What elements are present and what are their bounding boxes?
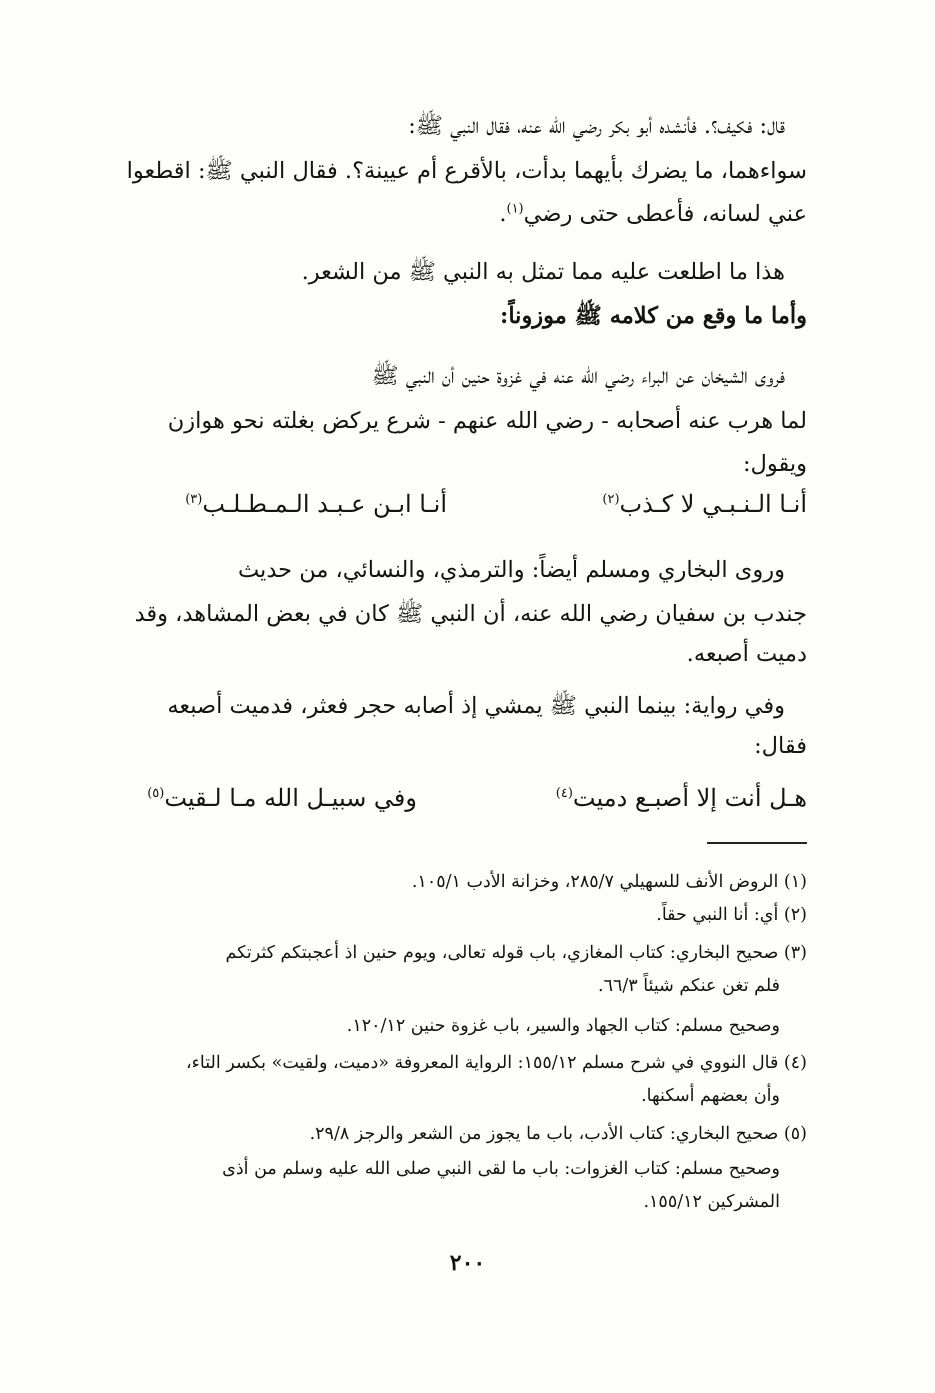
footnote: (٢) أي: أنا النبي حقاً. — [656, 905, 807, 925]
text-line: عني لسانه، فأعطى حتى رضي$^{(١)}$. — [499, 201, 807, 227]
poetry-verse — [122, 490, 807, 530]
footnote: (٣) صحيح البخاري: كتاب المغازي، باب قوله تعالى، ويوم حنين اذ أعجبتكم كثرتكم — [225, 943, 807, 963]
footnote-ref: (٤) — [555, 786, 573, 801]
verse-hemistich: أنـا الـنـبـي لا كـذب$^{(٢)}$ — [602, 490, 807, 518]
footnote: (١) الروض الأنف للسهيلي ٢٨٥/٧، وخزانة الأدب ١٠٥/١. — [411, 872, 807, 892]
footnote-divider — [707, 842, 807, 844]
footnote-continuation: وصحيح مسلم: كتاب الجهاد والسير، باب غزوة حنين ١٢٠/١٢. — [346, 1016, 780, 1036]
verse-hemistich: أنـا ابـن عـبـد الـمـطـلـب$^{(٣)}$ — [185, 490, 447, 518]
text-line: هذا ما اطلعت عليه مما تمثل به النبي ﷺ من الشعر. — [301, 259, 785, 285]
footnote-ref: (٥) — [147, 786, 165, 801]
text-line: فقال: — [754, 733, 807, 759]
poetry-verse — [122, 784, 807, 824]
footnote-continuation: وصحيح مسلم: كتاب الغزوات: باب ما لقى النبي صلى الله عليه وسلم من أذى — [222, 1159, 780, 1179]
footnote-continuation: وأن بعضهم أسكنها. — [641, 1086, 780, 1106]
section-heading: وأما ما وقع من كلامه ﷺ موزوناً: — [500, 303, 807, 329]
footnote-ref: (١) — [506, 201, 524, 217]
text-line: جندب بن سفيان رضي الله عنه، أن النبي ﷺ كان في بعض المشاهد، وقد — [134, 601, 807, 627]
footnote: (٤) قال النووي في شرح مسلم ١٥٥/١٢: الرواية المعروفة «دميت، ولقيت» بكسر التاء، — [186, 1053, 807, 1073]
footnote-ref: (٣) — [185, 492, 203, 507]
footnote: (٥) صحيح البخاري: كتاب الأدب، باب ما يجوز من الشعر والرجز ٢٩/٨. — [309, 1124, 807, 1144]
text-line: سواءهما، ما يضرك بأيهما بدأت، بالأقرع أم عيينة؟. فقال النبي ﷺ: اقطعوا — [126, 158, 807, 184]
footnote-continuation: فلم تغن عنكم شيئاً ٦٦/٣. — [598, 976, 780, 996]
verse-hemistich: هـل أنت إلا أصبـع دميت$^{(٤)}$ — [555, 784, 807, 812]
text-line: فروى الشيخان عن البراء رضي الله عنه في غزوة حنين أن النبي ﷺ — [371, 363, 785, 389]
footnote-ref: (٢) — [602, 492, 620, 507]
text-line: دميت أصبعه. — [686, 641, 807, 667]
text-line: لما هرب عنه أصحابه - رضي الله عنهم - شرع يركض بغلته نحو هوازن — [167, 408, 807, 434]
text-line: وفي رواية: بينما النبي ﷺ يمشي إذ أصابه حجر فعثر، فدميت أصبعه — [167, 693, 785, 719]
text-line: وروى البخاري ومسلم أيضاً: والترمذي، والنسائي، من حديث — [237, 557, 785, 583]
text-line: قال: فكيف؟. فأنشده أبو بكر رضي الله عنه، فقال النبي ﷺ: — [408, 113, 785, 139]
page-number: ٢٠٠ — [449, 1250, 486, 1276]
text-line: ويقول: — [742, 451, 807, 477]
verse-hemistich: وفي سبيـل الله مـا لـقيت$^{(٥)}$ — [147, 784, 417, 812]
footnote-continuation: المشركين ١٥٥/١٢. — [643, 1192, 780, 1212]
